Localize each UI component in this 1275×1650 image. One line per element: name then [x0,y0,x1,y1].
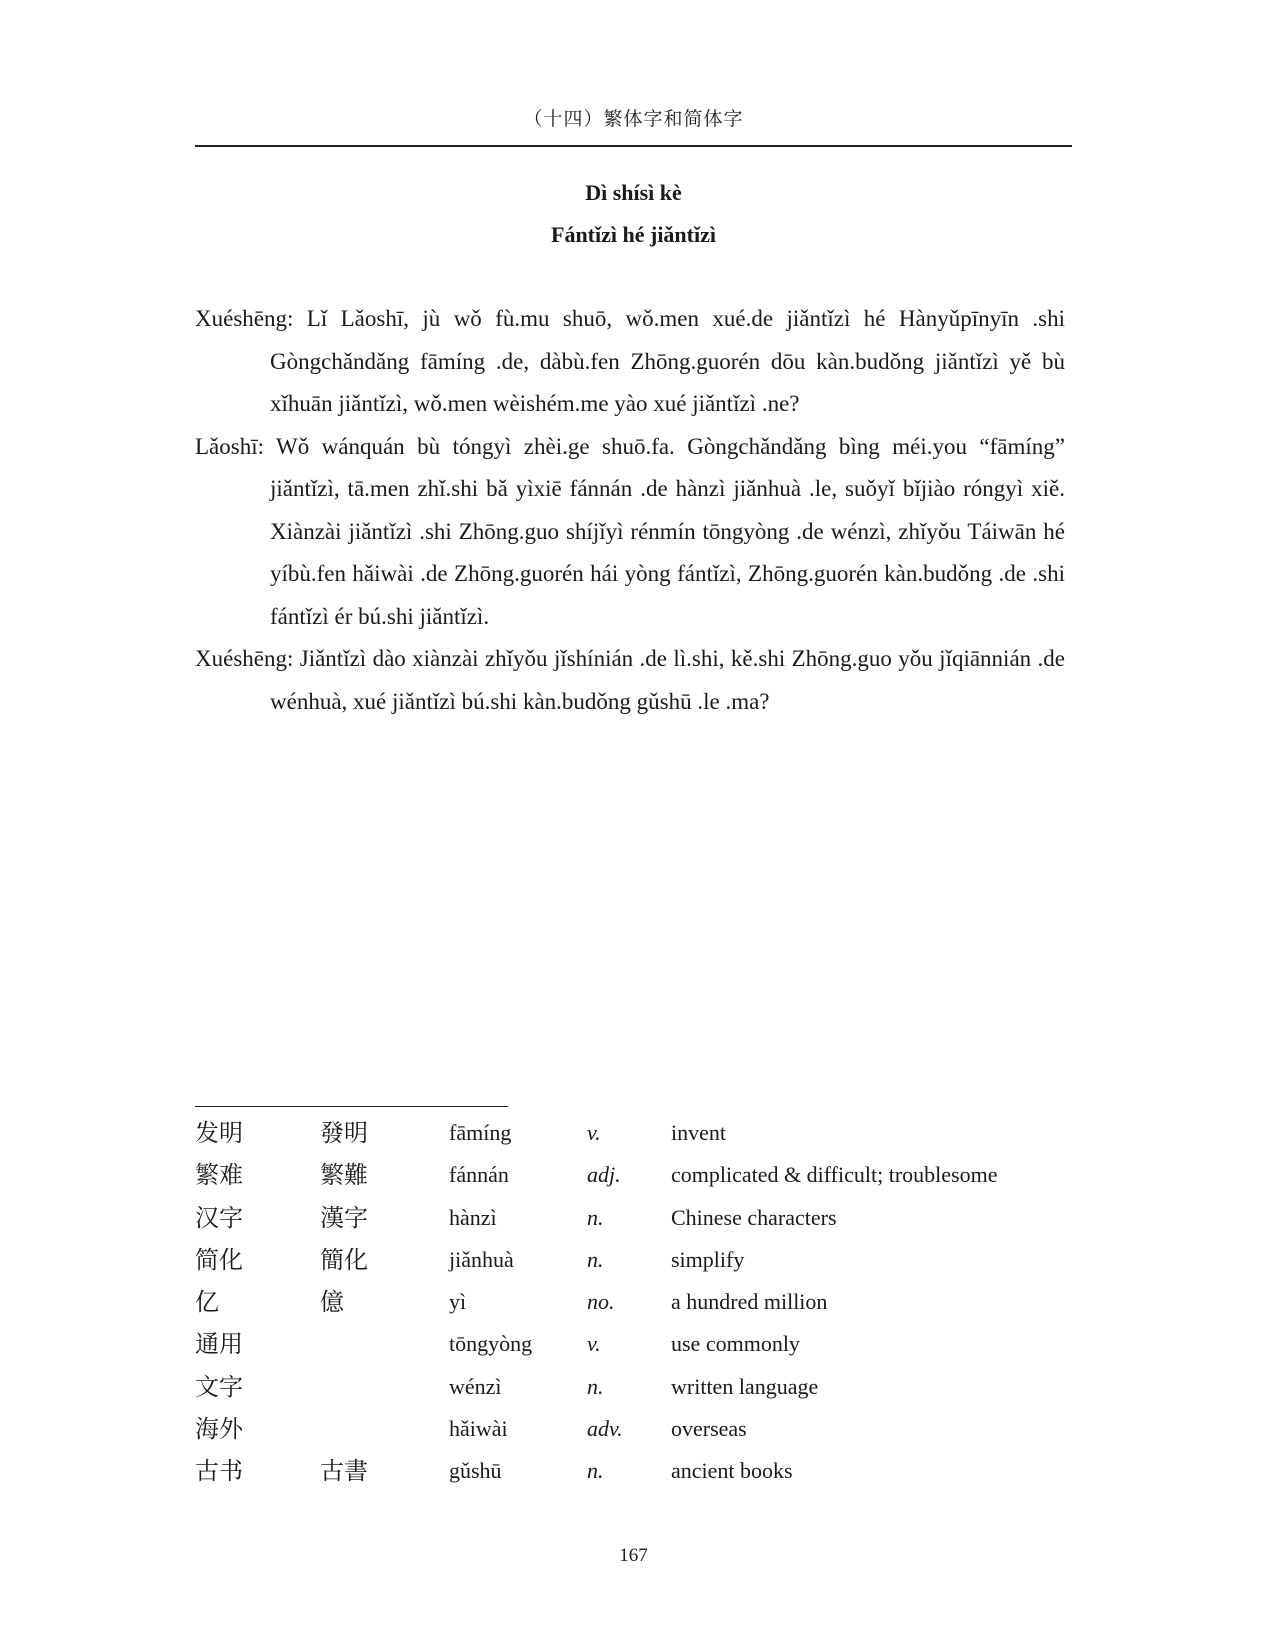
vocab-part-of-speech: n. [587,1458,604,1484]
vocab-simplified: 通用 [195,1330,243,1359]
dialogue-turn-teacher: Lǎoshī: Wǒ wánquán bù tóngyì zhèi.ge shuō.fa. Gòngchǎndǎng bìng méi.you “fāmíng” jiǎntǐzì, tā.men zhǐ.shi bǎ yìxiē fánnán .de hànzì jiǎnhuà .le, suǒyǐ bǐjiào róngyì xiě. Xiànzài jiǎntǐzì .shi Zhōng.guo shíjǐyì rénmín tōngyòng .de wénzì, zhǐyǒu Táiwān hé yíbù.fen hǎiwài .de Zhōng.guorén hái yòng fántǐzì, Zhōng.guorén kàn.budǒng .de .shi fántǐzì ér bú.shi jiǎntǐzì. [195,433,1065,629]
vocab-pinyin: hǎiwài [449,1416,508,1442]
vocab-part-of-speech: adv. [587,1416,623,1442]
vocab-part-of-speech: n. [587,1373,604,1399]
vocab-definition: written language [671,1373,819,1399]
vocab-part-of-speech: v. [587,1331,601,1357]
vocab-row [195,1239,1065,1281]
vocab-traditional: 漢字 [320,1203,368,1232]
vocab-row [195,1281,1065,1323]
vocab-row [195,1197,1065,1239]
vocab-traditional: 古書 [320,1457,368,1486]
vocab-part-of-speech: no. [587,1289,615,1315]
vocab-definition: overseas [671,1416,747,1442]
vocab-simplified: 亿 [195,1288,219,1317]
vocab-pinyin: fāmíng [449,1120,512,1145]
vocab-traditional: 簡化 [320,1245,368,1274]
vocab-pinyin: hànzì [449,1204,497,1230]
page-number: 167 [619,1545,648,1566]
vocabulary-divider [195,1106,508,1107]
vocabulary-list [195,1112,1065,1493]
vocab-pinyin: wénzì [449,1373,502,1399]
vocab-simplified: 繁难 [195,1161,243,1190]
vocab-simplified: 简化 [195,1245,243,1274]
lesson-topic-title: Fántǐzì hé jiǎntǐzì [551,222,716,247]
vocab-definition: use commonly [671,1331,800,1357]
vocab-row [195,1408,1065,1450]
vocab-row [195,1366,1065,1408]
vocab-definition: Chinese characters [671,1204,837,1230]
vocab-definition: a hundred million [671,1289,828,1315]
vocab-simplified: 古书 [195,1457,243,1486]
vocab-simplified: 海外 [195,1415,243,1444]
vocab-part-of-speech: adj. [587,1162,621,1188]
vocab-row [195,1112,1065,1154]
vocab-row [195,1450,1065,1492]
vocab-pinyin: tōngyòng [449,1331,533,1357]
vocab-part-of-speech: v. [587,1120,601,1145]
dialogue-section [195,298,1065,723]
vocab-pinyin: gǔshū [449,1458,502,1484]
vocab-definition: ancient books [671,1458,793,1484]
header-divider [195,145,1072,147]
vocab-row [195,1154,1065,1196]
vocab-simplified: 发明 [195,1119,243,1147]
vocab-simplified: 文字 [195,1372,243,1401]
vocab-simplified: 汉字 [195,1203,243,1232]
lesson-number-title: Dì shísì kè [585,180,682,205]
vocab-part-of-speech: n. [587,1204,604,1230]
vocab-traditional: 繁難 [320,1161,368,1190]
vocab-definition: simplify [671,1246,745,1272]
vocab-part-of-speech: n. [587,1246,604,1272]
vocab-traditional: 發明 [320,1119,368,1147]
vocab-row [195,1323,1065,1365]
dialogue-turn-student-2: Xuéshēng: Jiǎntǐzì dào xiànzài zhǐyǒu jǐshínián .de lì.shi, kě.shi Zhōng.guo yǒu jǐqiānnián .de wénhuà, xué jiǎntǐzì bú.shi kàn.budǒng gǔshū .le .ma? [195,646,1065,714]
vocab-traditional: 億 [320,1288,344,1317]
running-header: （十四）繁体字和简体字 [523,108,744,130]
vocab-pinyin: jiǎnhuà [449,1246,514,1272]
vocab-pinyin: fánnán [449,1162,509,1188]
vocab-definition: complicated & difficult; troublesome [671,1162,998,1188]
vocab-pinyin: yì [449,1289,467,1315]
vocab-definition: invent [671,1120,726,1145]
dialogue-turn-student-1: Xuéshēng: Lǐ Lǎoshī, jù wǒ fù.mu shuō, wǒ.men xué.de jiǎntǐzì hé Hànyǔpīnyīn .shi Gòngchǎndǎng fāmíng .de, dàbù.fen Zhōng.guorén dōu kàn.budǒng jiǎntǐzì yě bù xǐhuān jiǎntǐzì, wǒ.men wèishém.me yào xué jiǎntǐzì .ne? [195,306,1065,416]
